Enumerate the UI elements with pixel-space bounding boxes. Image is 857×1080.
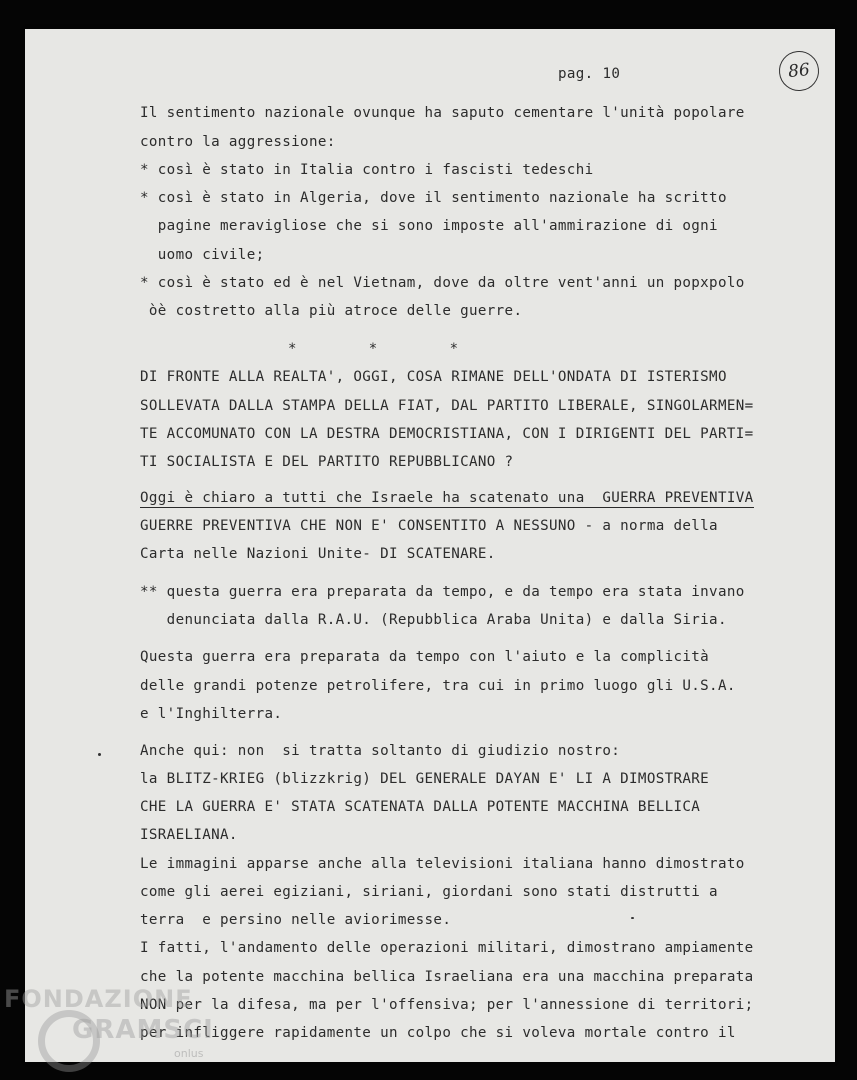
text-line: la BLITZ-KRIEG (blizzkrig) DEL GENERALE DAYAN E' LI A DIMOSTRARE (140, 771, 710, 787)
separator-star: * (368, 341, 378, 357)
text-line: GUERRE PREVENTIVA CHE NON E' CONSENTITO A NESSUNO - a norma della (140, 518, 718, 534)
watermark-logo-secondary: GRAMSCI (72, 1015, 214, 1045)
page-header: pag. 10 (558, 66, 621, 82)
text-line: delle grandi potenze petrolifere, tra cui in primo luogo gli U.S.A. (140, 678, 736, 694)
text-line: denunciata dalla R.A.U. (Repubblica Araba Unita) e dalla Siria. (140, 612, 727, 628)
text-line: uomo civile; (140, 247, 265, 263)
text-line: pagine meravigliose che si sono imposte all'ammirazione di ogni (140, 218, 718, 234)
text-line: che la potente macchina bellica Israeliana era una macchina preparata (140, 969, 754, 985)
text-line: ** questa guerra era preparata da tempo, e da tempo era stata invano (140, 584, 745, 600)
watermark-logo-suffix: onlus (174, 1047, 204, 1060)
text-line: terra e persino nelle aviorimesse. (140, 912, 452, 928)
underlined-text-line: Oggi è chiaro a tutti che Israele ha scatenato una GUERRA PREVENTIVA (140, 490, 754, 506)
text-line: per infliggere rapidamente un colpo che si voleva mortale contro il (140, 1025, 736, 1041)
text-line: I fatti, l'andamento delle operazioni militari, dimostrano ampiamente (140, 940, 754, 956)
separator-star: * (449, 341, 458, 357)
text-line: * così è stato ed è nel Vietnam, dove da oltre vent'anni un popxpolo (140, 275, 745, 291)
text-line: TE ACCOMUNATO CON LA DESTRA DEMOCRISTIANA, CON I DIRIGENTI DEL PARTI= (140, 426, 754, 442)
watermark-logo: FONDAZIONE (4, 985, 193, 1013)
text-line: Le immagini apparse anche alla televisioni italiana hanno dimostrato (140, 856, 745, 872)
folio-number-stamp: 86 (777, 49, 821, 93)
section-separator (288, 341, 458, 357)
text-line: NON per la difesa, ma per l'offensiva; per l'annessione di territori; (140, 997, 754, 1013)
separator-star: * (288, 341, 297, 357)
text-line: Il sentimento nazionale ovunque ha saputo cementare l'unità popolare (140, 105, 745, 121)
ink-speck (98, 753, 101, 756)
text-line: CHE LA GUERRA E' STATA SCATENATA DALLA POTENTE MACCHINA BELLICA (140, 799, 701, 815)
text-line: SOLLEVATA DALLA STAMPA DELLA FIAT, DAL PARTITO LIBERALE, SINGOLARMEN= (140, 398, 754, 414)
text-line: DI FRONTE ALLA REALTA', OGGI, COSA RIMANE DELL'ONDATA DI ISTERISMO (140, 369, 727, 385)
text-line: e l'Inghilterra. (140, 706, 283, 722)
text-line: òè costretto alla più atroce delle guerre. (140, 303, 523, 319)
document-page (25, 29, 835, 1062)
text-line: Questa guerra era preparata da tempo con l'aiuto e la complicità (140, 649, 710, 665)
ink-speck (631, 917, 634, 919)
text-line: come gli aerei egiziani, siriani, giordani sono stati distrutti a (140, 884, 718, 900)
text-line: * così è stato in Algeria, dove il sentimento nazionale ha scritto (140, 190, 727, 206)
text-line: Carta nelle Nazioni Unite- DI SCATENARE. (140, 546, 496, 562)
text-line: Anche qui: non si tratta soltanto di giudizio nostro: (140, 743, 621, 759)
text-line: * così è stato in Italia contro i fascisti tedeschi (140, 162, 594, 178)
text-line: contro la aggressione: (140, 134, 336, 150)
text-line: TI SOCIALISTA E DEL PARTITO REPUBBLICANO ? (140, 454, 514, 470)
text-line: ISRAELIANA. (140, 827, 238, 843)
